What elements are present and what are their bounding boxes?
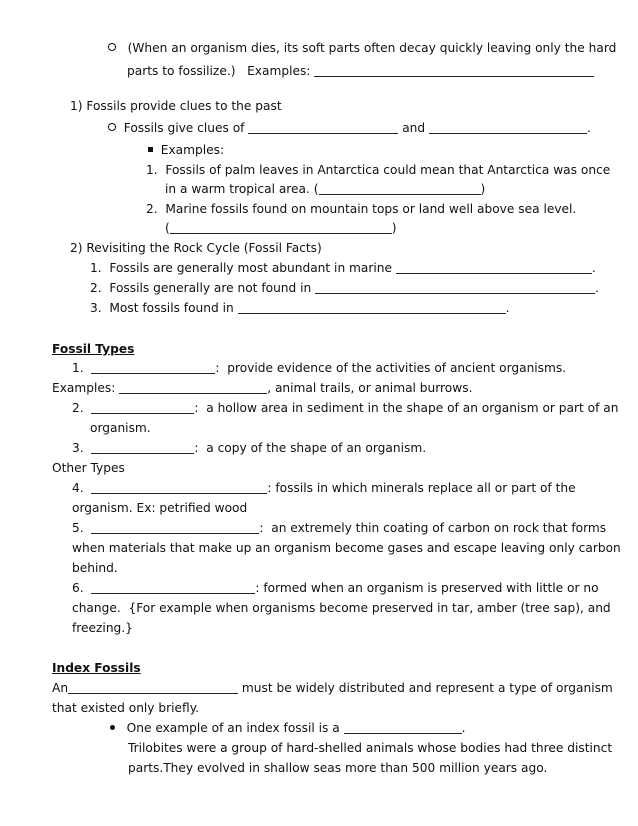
clues-line: Fossils give clues of and . <box>108 119 591 137</box>
type-6-blank[interactable] <box>91 580 255 594</box>
trilobites-line-2: parts.They evolved in shallow seas more than 500 million years ago. <box>128 761 548 775</box>
type-4-line-2: organism. Ex: petrified wood <box>72 501 248 515</box>
sec2-number: 2) <box>70 241 83 255</box>
ex1-line-1 <box>146 161 610 179</box>
type-5-blank[interactable] <box>91 520 259 534</box>
type-5-text-1: : an extremely thin coating of carbon on rock that forms <box>259 521 607 535</box>
intro-line-1 <box>108 39 616 57</box>
index-fossil-blank[interactable] <box>68 680 238 694</box>
examples-suffix: , animal trails, or animal burrows. <box>267 381 473 395</box>
fact-1-text: Fossils are generally most abundant in marine <box>109 261 393 275</box>
ex2-text-1: Marine fossils found on mountain tops or land well above sea level. <box>165 202 577 216</box>
type-6-number: 6. <box>72 581 84 595</box>
type-4-text-1: : fossils in which minerals replace all or part of the <box>267 481 576 495</box>
clues-text: Fossils give clues of <box>123 121 245 135</box>
type-4-blank[interactable] <box>91 480 267 494</box>
type-1-text: : provide evidence of the activities of ancient organisms. <box>215 361 567 375</box>
intro-line-2 <box>127 62 594 80</box>
examples-label-line <box>148 141 224 159</box>
sec2-title-line <box>70 239 322 257</box>
fact-3-number: 3. <box>90 301 102 315</box>
index-example-line: One example of an index fossil is a . <box>110 719 465 737</box>
ex1-line-2: in a warm tropical area. ( ) <box>165 182 486 196</box>
type-1-blank[interactable] <box>91 360 215 374</box>
index-example-blank[interactable] <box>344 720 462 734</box>
fact-2-blank[interactable] <box>315 280 595 294</box>
type-4-number: 4. <box>72 481 84 495</box>
sec1-title: Fossils provide clues to the past <box>86 99 282 113</box>
bullet-icon <box>110 725 115 730</box>
type-4-line-1 <box>72 479 576 497</box>
ex1-text-1: Fossils of palm leaves in Antarctica could mean that Antarctica was once <box>165 163 611 177</box>
type-3-line <box>72 439 426 457</box>
fact-1-blank[interactable] <box>396 260 592 274</box>
sec1-title-line <box>70 97 282 115</box>
type-1-line <box>72 359 566 377</box>
ex2-line-1 <box>146 200 576 218</box>
examples-line <box>52 379 472 397</box>
ex2-text-2: ( <box>165 221 170 235</box>
type-2-number: 2. <box>72 401 84 415</box>
fossil-types-heading: Fossil Types <box>52 342 135 356</box>
fact-3-line: 3. Most fossils found in . <box>90 301 510 315</box>
type-6-line-3: freezing.} <box>72 621 133 635</box>
clues-and: and <box>402 121 426 135</box>
ex2-blank[interactable] <box>170 220 392 234</box>
examples-prefix: Examples: <box>52 381 116 395</box>
index-an: An <box>52 681 69 695</box>
type-6-text-1: : formed when an organism is preserved with little or no <box>255 581 599 595</box>
fact-1-number: 1. <box>90 261 102 275</box>
type-2-line-1 <box>72 399 618 417</box>
type-3-blank[interactable] <box>91 440 194 454</box>
fact-1-line: 1. Fossils are generally most abundant in marine . <box>90 261 596 275</box>
ex2-line-2: ( ) <box>165 221 397 235</box>
type-5-line-1 <box>72 519 606 537</box>
examples-label: Examples: <box>160 143 225 157</box>
clues-blank-1[interactable] <box>248 120 398 134</box>
intro-text-2: parts to fossilize.) Examples: <box>127 64 311 78</box>
sec2-title: Revisiting the Rock Cycle (Fossil Facts) <box>86 241 322 255</box>
fact-3-blank[interactable] <box>238 300 506 314</box>
type-1-number: 1. <box>72 361 84 375</box>
sec1-number: 1) <box>70 99 83 113</box>
clues-blank-2[interactable] <box>429 120 587 134</box>
fact-2-line: 2. Fossils generally are not found in . <box>90 281 599 295</box>
square-bullet-icon <box>148 147 153 152</box>
ex1-text-2: in a warm tropical area. ( <box>165 182 319 196</box>
index-example-text: One example of an index fossil is a <box>126 721 340 735</box>
type-6-line-2: change. {For example when organisms become preserved in tar, amber (tree sap), and <box>72 601 611 615</box>
type-5-number: 5. <box>72 521 84 535</box>
type-2-line-2: organism. <box>90 421 151 435</box>
trilobites-line-1: Trilobites were a group of hard-shelled animals whose bodies had three distinct <box>128 741 613 755</box>
examples-type-blank[interactable] <box>119 380 267 394</box>
type-2-text-1: : a hollow area in sediment in the shape of an organism or part of an <box>194 401 619 415</box>
fact-2-number: 2. <box>90 281 102 295</box>
other-types-label: Other Types <box>52 461 125 475</box>
intro-text-1: (When an organism dies, its soft parts often decay quickly leaving only the hard <box>127 41 617 55</box>
ex2-number: 2. <box>146 202 158 216</box>
type-5-line-3: behind. <box>72 561 118 575</box>
hollow-circle-bullet-icon <box>108 123 116 131</box>
type-3-number: 3. <box>72 441 84 455</box>
type-2-blank[interactable] <box>91 400 194 414</box>
index-text-1: must be widely distributed and represent a type of organism <box>238 681 613 695</box>
hollow-circle-bullet-icon <box>108 43 116 51</box>
examples-blank[interactable] <box>314 63 594 77</box>
index-fossils-heading: Index Fossils <box>52 661 141 675</box>
ex1-blank[interactable] <box>319 181 481 195</box>
fact-2-text: Fossils generally are not found in <box>109 281 312 295</box>
type-3-text: : a copy of the shape of an organism. <box>194 441 427 455</box>
index-line-2: that existed only briefly. <box>52 701 200 715</box>
fact-3-text: Most fossils found in <box>109 301 234 315</box>
type-5-line-2: when materials that make up an organism become gases and escape leaving only carbon <box>72 541 621 555</box>
type-6-line-1 <box>72 579 599 597</box>
index-line-1 <box>52 679 613 697</box>
ex1-number: 1. <box>146 163 158 177</box>
